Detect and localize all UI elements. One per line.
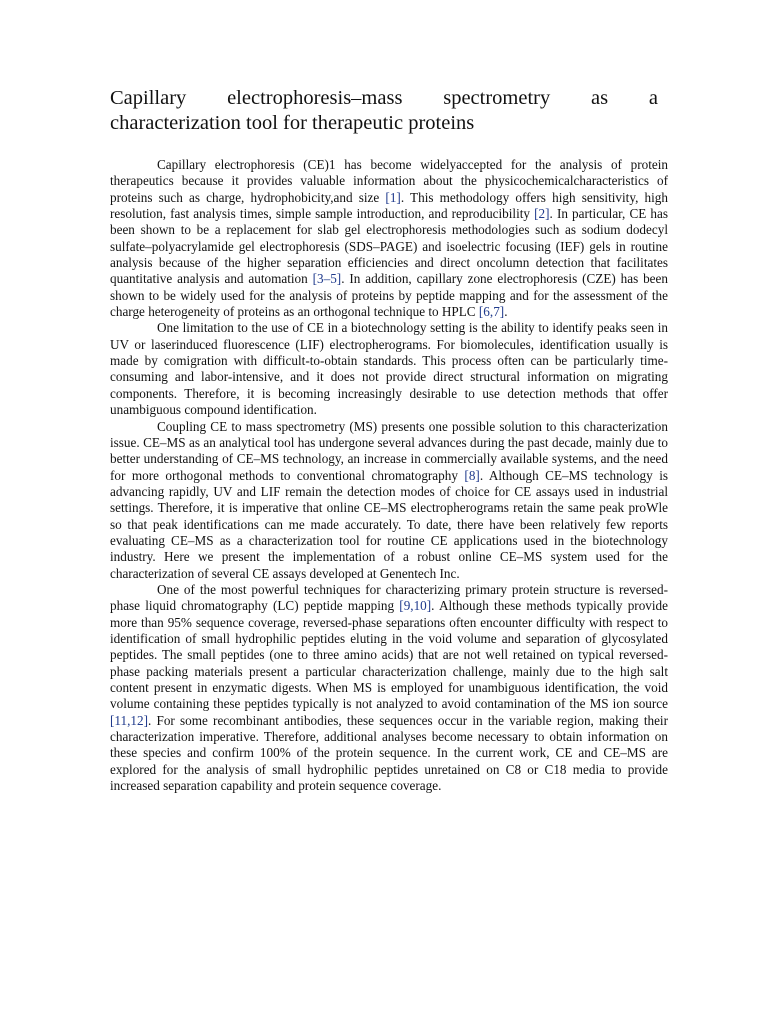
paragraph bbox=[110, 582, 668, 794]
title-line-2: characterization tool for therapeutic proteins bbox=[110, 112, 475, 134]
citation-link[interactable]: [9,10] bbox=[399, 598, 432, 614]
paragraph bbox=[110, 157, 668, 320]
paragraph-text: . bbox=[504, 304, 508, 320]
paragraph-text: . Although these methods typically provide more than 95% sequence coverage, reversed-phase separations often encounter difficulty with respect to identification of small hydrophilic peptides eluting in the void volume and separation of glycosylated peptides. The small peptides (one to three amino acids) that are not well retained on typical reversed-phase packing materials present a particular characterization challenge, mainly due to the high salt content present in enzymatic digests. When MS is employed for unambiguous identification, the void volume containing these peptides typically is not analyzed to avoid contamination of the MS ion source bbox=[110, 598, 668, 712]
paragraph bbox=[110, 320, 668, 418]
paragraph bbox=[110, 419, 668, 582]
citation-link[interactable]: [1] bbox=[385, 189, 401, 205]
paragraph-text: Coupling CE to mass spectrometry (MS) presents one possible solution to this characterization issue. CE–MS as an analytical tool has undergone several advances during the past decade, mainly due to better understanding of CE–MS technology, an increase in commercially available systems, and the need for more orthogonal methods to conventional chromatography bbox=[110, 418, 668, 483]
paragraph-text: . For some recombinant antibodies, these sequences occur in the variable region, making their characterization imperative. Therefore, additional analyses become necessary to obtain information on these species and confirm 100% of the protein sequence. In the current work, CE and CE–MS are explored for the analysis of small hydrophilic peptides unretained on C8 or C18 media to provide increased separation capability and protein sequence coverage. bbox=[110, 712, 668, 794]
paragraph-text: . This methodology offers high sensitivity, high resolution, fast analysis times, simple sample introduction, and reproducibility bbox=[110, 189, 668, 222]
paragraph-text: . In addition, capillary zone electrophoresis (CZE) has been shown to be widely used for the analysis of proteins by peptide mapping and for the assessment of the charge heterogeneity of proteins as an orthogonal technique to HPLC bbox=[110, 271, 668, 320]
page-title bbox=[110, 86, 658, 136]
title-line-1: Capillary electrophoresis–mass spectrometry as a bbox=[110, 87, 658, 109]
paragraph-text: One limitation to the use of CE in a biotechnology setting is the ability to identify peaks seen in UV or laserinduced fluorescence (LIF) electropherograms. For biomolecules, identification usually is made by comigration with difficult-to-obtain standards. This process often can be particularly time-consuming and labor-intensive, and it does not provide direct structural information on migrating components. Therefore, it is becoming increasingly desirable to use detection methods that offer unambiguous compound identification. bbox=[110, 320, 668, 418]
citation-link[interactable]: [8] bbox=[464, 467, 480, 483]
body-text bbox=[110, 157, 668, 794]
paragraph-text: . In particular, CE has been shown to be a replacement for slab gel electrophoresis methodologies such as sodium dodecyl sulfate–polyacrylamide gel electrophoresis (SDS–PAGE) and isoelectric focusing (IEF) gels in routine analysis because of the higher separation efficiencies and direct oncolumn detection that facilitates quantitative analysis and automation bbox=[110, 206, 668, 287]
paragraph-text: Capillary electrophoresis (CE)1 has become widelyaccepted for the analysis of protein therapeutics because it provides valuable information about the physicochemicalcharacteristics of proteins such as charge, hydrophobicity,and size bbox=[110, 157, 668, 205]
citation-link[interactable]: [2] bbox=[534, 206, 550, 222]
paragraph-text: . Although CE–MS technology is advancing rapidly, UV and LIF remain the detection modes of choice for CE assays used in industrial settings. Therefore, it is imperative that online CE–MS electropherograms retain the same peak proWle so that peak identifications can me made accurately. To date, there have been relatively few reports evaluating CE–MS as a characterization tool for routine CE applications used in the biotechnology industry. Here we present the implementation of a robust online CE–MS system used for the characterization of several CE assays developed at Genentech Inc. bbox=[110, 467, 668, 581]
citation-link[interactable]: [6,7] bbox=[478, 304, 505, 320]
citation-link[interactable]: [11,12] bbox=[110, 712, 148, 728]
paragraph-text: One of the most powerful techniques for characterizing primary protein structure is reversed-phase liquid chromatography (LC) peptide mapping bbox=[110, 581, 668, 614]
citation-link[interactable]: [3–5] bbox=[312, 271, 342, 287]
